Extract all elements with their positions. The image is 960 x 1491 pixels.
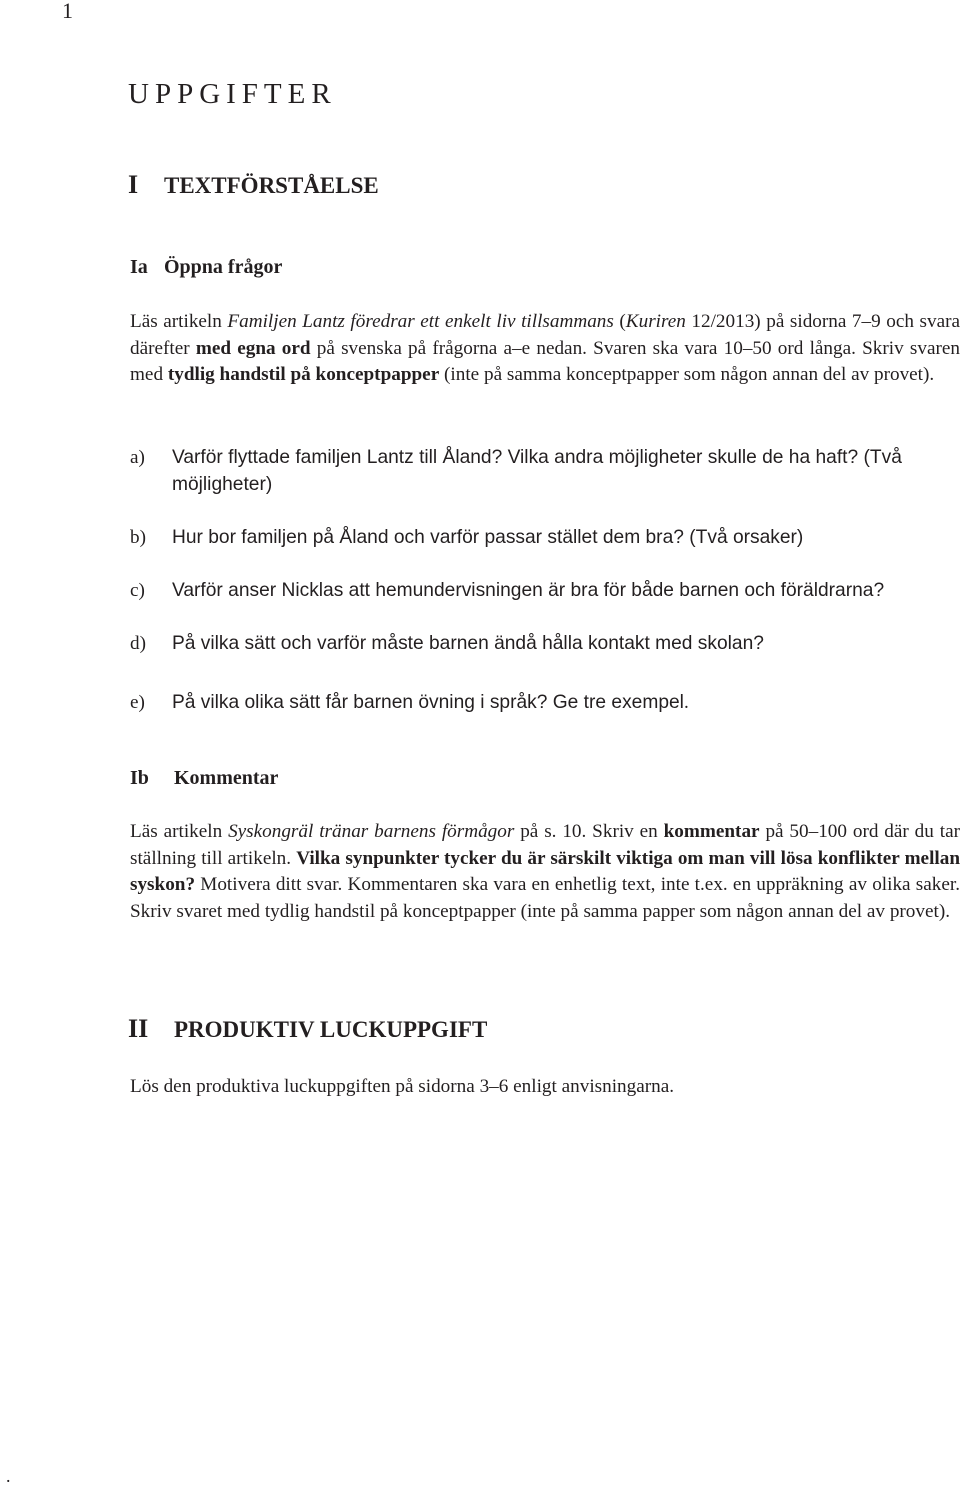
section-number: II	[128, 1014, 149, 1043]
section-I-heading	[128, 170, 379, 200]
subsection-title: Kommentar	[174, 767, 279, 789]
question-label: a)	[130, 447, 145, 468]
section-II-heading	[128, 1014, 487, 1044]
question-d	[130, 631, 960, 658]
question-label: e)	[130, 692, 145, 713]
subsection-number: Ia	[130, 256, 148, 278]
question-e	[130, 690, 960, 717]
section-number: I	[128, 170, 139, 199]
question-a	[130, 445, 960, 498]
footer-mark: .	[6, 1466, 11, 1486]
Ib-instructions: Läs artikeln Syskongräl tränar barnens förmågor på s. 10. Skriv en kommentar på 50–100 ord där du tar ställning till artikeln. Vilka synpunkter tycker du är särskilt viktiga om man vill lösa konflikter mellan syskon? Motivera ditt svar. Kommentaren ska vara en enhetlig text, inte t.ex. en uppräkning av olika saker. Skriv svaret med tydlig handstil på konceptpapper (inte på samma papper som någon annan del av provet).	[130, 821, 960, 922]
Ia-instructions: Läs artikeln Familjen Lantz föredrar ett enkelt liv tillsammans (Kuriren 12/2013) på sidorna 7–9 och svara därefter med egna ord på svenska på frågorna a–e nedan. Svaren ska vara 10–50 ord långa. Skriv svaren med tydlig handstil på konceptpapper (inte på samma konceptpapper som någon annan del av provet).	[130, 311, 960, 385]
subsection-Ia-heading	[130, 256, 282, 279]
question-label: c)	[130, 580, 145, 601]
page-title: UPPGIFTER	[128, 78, 337, 110]
question-b	[130, 525, 960, 552]
subsection-number: Ib	[130, 767, 149, 789]
question-label: d)	[130, 633, 146, 654]
subsection-title: Öppna frågor	[164, 256, 283, 278]
question-label: b)	[130, 527, 146, 548]
II-instructions: Lös den produktiva luckuppgiften på sidorna 3–6 enligt anvisningarna.	[130, 1076, 675, 1097]
question-text: Varför anser Nicklas att hemundervisningen är bra för både barnen och föräldrarna?	[172, 580, 885, 601]
subsection-Ib-heading	[130, 767, 278, 790]
question-c	[130, 578, 960, 605]
question-text: På vilka sätt och varför måste barnen ändå hålla kontakt med skolan?	[172, 633, 764, 654]
question-text: Hur bor familjen på Åland och varför passar stället dem bra? (Två orsaker)	[172, 527, 804, 548]
section-title: PRODUKTIV LUCKUPPGIFT	[174, 1017, 488, 1042]
page-number: 1	[62, 0, 73, 23]
section-title: TEXTFÖRSTÅELSE	[164, 173, 379, 198]
question-text: På vilka olika sätt får barnen övning i språk? Ge tre exempel.	[172, 692, 689, 713]
question-text: Varför flyttade familjen Lantz till Åland? Vilka andra möjligheter skulle de ha haft? (Två möjligheter)	[172, 447, 902, 495]
